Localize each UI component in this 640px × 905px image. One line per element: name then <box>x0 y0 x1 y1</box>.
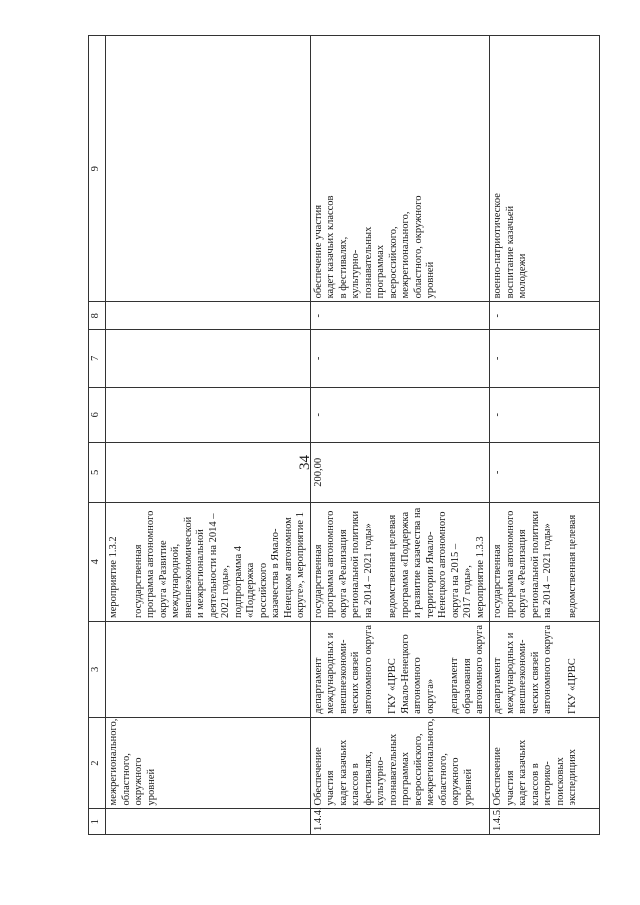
cell-line: воспитание казачьей <box>504 205 516 299</box>
cell-line: военно-патриотическое <box>492 193 503 299</box>
cell-line: экспедициях <box>567 749 578 806</box>
cell-line: государственная <box>132 544 144 618</box>
cell-line: обеспечение участия <box>312 204 324 299</box>
result-cell <box>490 36 600 302</box>
cell-line: казачества в Ямало- <box>270 528 281 618</box>
cell-line: автономного округа <box>362 624 374 714</box>
page-number: 34 <box>297 455 313 470</box>
header-cell: 5 <box>89 442 106 502</box>
header-cell: 8 <box>89 302 106 330</box>
cell-line: ческих связей <box>350 651 361 714</box>
cell-line: департамент <box>449 657 460 714</box>
program-cell <box>106 502 311 621</box>
row-number-cell: 1.4.5. <box>490 809 600 835</box>
cell-line: уровней <box>425 261 436 299</box>
rotated-table-container <box>88 35 578 835</box>
cell-line: автономного <box>412 657 423 714</box>
cell-line: молодежи <box>517 253 528 299</box>
cell-line <box>437 625 449 714</box>
cell-line: округа» <box>424 678 436 714</box>
cell-line: окружного уровней <box>450 757 474 806</box>
cell-line: познавательных <box>362 226 374 299</box>
cell-line: ГКУ «ЦРВС <box>566 658 578 714</box>
header-cell: 4 <box>89 502 106 621</box>
col6-cell <box>106 387 311 442</box>
cell-line: образования <box>461 658 473 714</box>
cell-line: мероприятие 1.3.2 <box>108 536 119 618</box>
cell-line: округа на 2015 – <box>449 543 461 618</box>
cell-line: «Поддержка российского <box>245 562 269 618</box>
cell-line <box>121 506 133 618</box>
cell-line: межрегионального, <box>108 718 119 806</box>
cell-line: на 2014 – 2021 годы» <box>542 523 553 618</box>
cell-line: округа «Реализация <box>517 529 528 618</box>
header-cell: 7 <box>89 330 106 388</box>
cell-line: ведомственная целевая <box>566 514 578 618</box>
cell-line: международной, <box>170 543 181 618</box>
row-number-cell: 1.4.4. <box>310 809 490 835</box>
cell-line: департамент <box>492 657 503 714</box>
col7-cell: - <box>310 330 490 388</box>
cell-line: подпрограмма 4 <box>232 545 244 618</box>
cell-line: 2021 годы», <box>220 565 231 618</box>
cell-line: государственная <box>492 544 503 618</box>
header-cell: 1 <box>89 809 106 835</box>
amount-cell <box>106 442 311 502</box>
cell-line: межрегионального, <box>400 211 411 299</box>
executor-cell <box>310 621 490 717</box>
col6-cell: - <box>490 387 600 442</box>
table-row <box>310 36 490 835</box>
cell-line: территории Ямало- <box>424 531 436 618</box>
cell-line: областного, <box>120 753 132 806</box>
cell-line: автономного округа <box>542 624 553 714</box>
cell-line: региональной политики <box>529 510 541 618</box>
program-cell <box>490 502 600 621</box>
col7-cell: - <box>490 330 600 388</box>
cell-line: государственная <box>312 544 324 618</box>
cell-line: международных и <box>504 632 516 714</box>
result-cell <box>310 36 490 302</box>
cell-line: ГКУ «ЦРВС <box>387 658 398 714</box>
cell-line: классов в фестивалях, <box>350 751 374 806</box>
cell-line: Ненецком автономном <box>282 517 294 618</box>
header-cell: 2 <box>89 717 106 809</box>
cell-line <box>375 625 387 714</box>
amount-cell: - <box>490 442 600 502</box>
cell-line: культурно- <box>350 249 361 299</box>
cell-line: и межрегиональной <box>195 529 206 618</box>
cell-line: внешнеэкономи- <box>517 639 528 714</box>
cell-line: межрегионального, <box>425 718 436 806</box>
result-cell <box>106 36 311 302</box>
header-row <box>89 36 106 835</box>
cell-line: международных и <box>325 632 336 714</box>
executor-cell <box>106 621 311 717</box>
cell-line: программа автономного <box>145 510 156 618</box>
program-cell <box>310 502 490 621</box>
cell-line: программах <box>375 244 386 299</box>
col8-cell: - <box>490 302 600 330</box>
cell-line: кадет казачьих классов <box>325 195 336 299</box>
task-cell <box>310 717 490 809</box>
cell-line: кадет казачьих <box>337 739 349 806</box>
cell-line: ведомственная целевая <box>387 514 398 618</box>
cell-line: программах <box>400 751 411 806</box>
cell-line: поисковых <box>554 757 566 806</box>
cell-line <box>555 506 567 618</box>
col8-cell <box>106 302 311 330</box>
cell-line <box>555 625 567 714</box>
task-cell <box>490 717 600 809</box>
cell-line: деятельности на 2014 – <box>207 513 219 618</box>
cell-line: в фестивалях, <box>337 236 349 299</box>
header-cell: 6 <box>89 387 106 442</box>
header-cell: 3 <box>89 621 106 717</box>
cell-line: областного, <box>437 753 449 806</box>
cell-line: программа «Поддержка <box>399 511 411 618</box>
cell-line: мероприятие 1.3.3 <box>474 536 486 618</box>
cell-line: автономного округа <box>474 624 485 714</box>
amount-cell: 200,00 <box>310 442 490 502</box>
cell-line: региональной политики <box>350 510 361 618</box>
table-row <box>490 36 600 835</box>
header-cell: 9 <box>89 36 106 302</box>
executor-cell <box>490 621 600 717</box>
cell-line: Ненецкого автономного <box>437 511 448 618</box>
col8-cell: - <box>310 302 490 330</box>
cell-line: познавательных <box>387 733 399 806</box>
cell-line: округа «Реализация <box>337 529 349 618</box>
cell-line: внешнеэкономи- <box>337 639 349 714</box>
row-number-cell <box>106 809 311 835</box>
col6-cell: - <box>310 387 490 442</box>
cell-line: на 2014 – 2021 годы» <box>362 523 374 618</box>
cell-line: департамент <box>312 657 324 714</box>
table-row <box>106 36 311 835</box>
cell-line: областного, окружного <box>412 195 424 299</box>
cell-line: всероссийского, <box>412 733 424 806</box>
cell-line: программа автономного <box>325 510 336 618</box>
cell-line: культурно- <box>375 756 386 806</box>
cell-line <box>375 506 387 618</box>
cell-line: Обеспечение участия <box>492 747 516 806</box>
cell-line: кадет казачьих <box>517 739 528 806</box>
measures-table <box>88 35 600 835</box>
col7-cell <box>106 330 311 388</box>
cell-line: программа автономного <box>504 510 516 618</box>
cell-line: 2017 годы», <box>462 565 473 618</box>
cell-line: всероссийского, <box>387 226 399 299</box>
cell-line: классов в историко- <box>529 761 553 806</box>
cell-line: Ямало-Ненецкого <box>399 634 411 714</box>
task-cell <box>106 717 311 809</box>
cell-line: округа «Развитие <box>157 540 169 618</box>
cell-line: Обеспечение участия <box>312 747 336 806</box>
cell-line: округе», мероприятие 1 <box>295 512 306 618</box>
cell-line: внешнеэкономической <box>182 516 194 618</box>
cell-line: и развитие казачества на <box>412 507 423 618</box>
cell-line: окружного уровней <box>133 757 157 806</box>
cell-line: ческих связей <box>529 651 541 714</box>
